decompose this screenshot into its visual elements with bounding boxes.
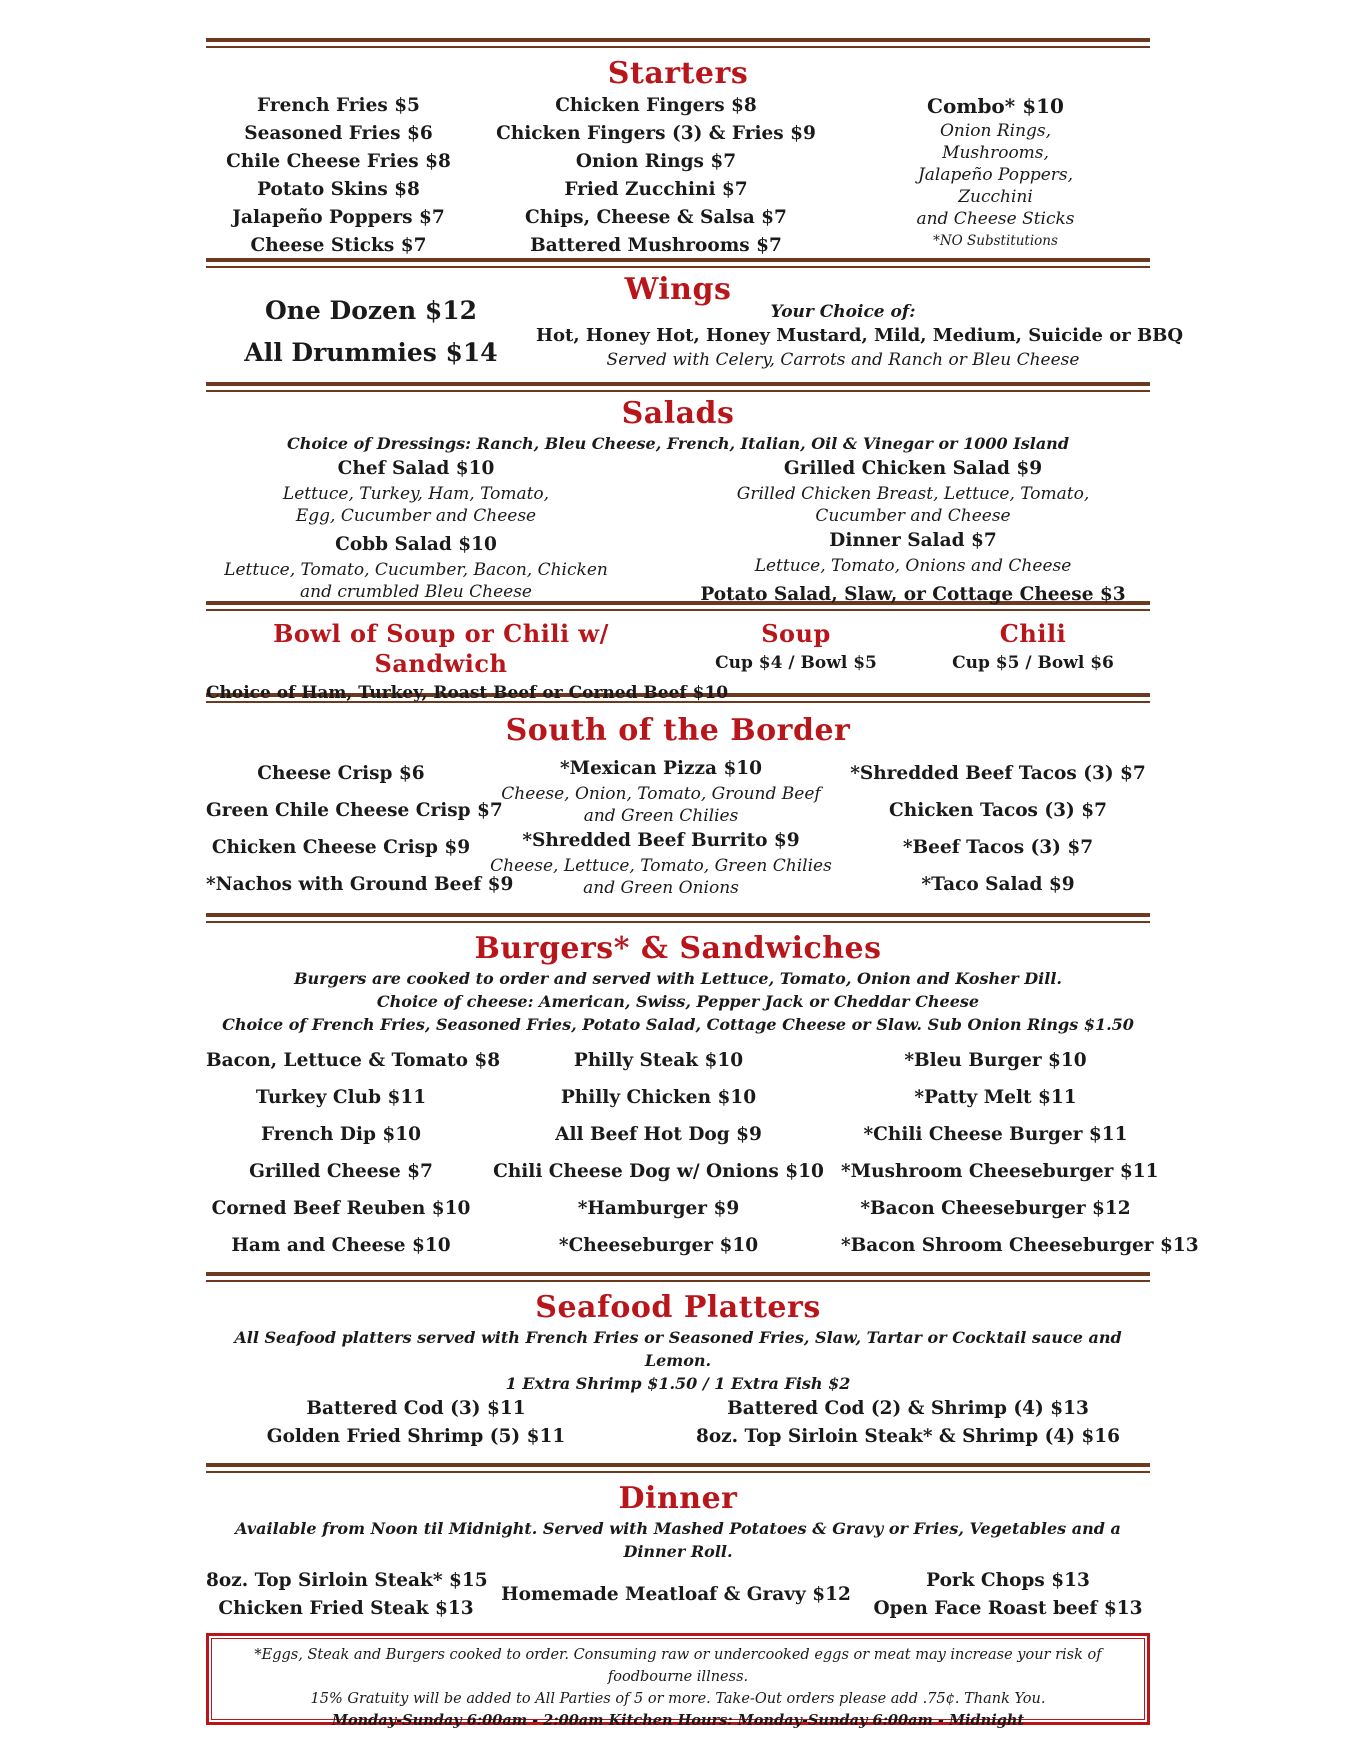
item-description: Cheese, Onion, Tomato, Ground Beef [501, 784, 821, 804]
dinner-middle [486, 1567, 866, 1627]
starters-combo [841, 92, 1150, 252]
menu-item: Chicken Cheese Crisp $9 [211, 837, 471, 858]
salads-col-2 [626, 455, 1150, 605]
menu-item: Pork Chops $13 [926, 1570, 1090, 1591]
item-description: Lettuce, Tomato, Onions and Cheese [754, 556, 1072, 576]
chili-title: Chili [999, 619, 1067, 648]
combo-item: and Cheese Sticks [916, 209, 1075, 229]
menu-item: Chili Cheese Dog w/ Onions $10 [493, 1161, 824, 1182]
item-description: Lettuce, Tomato, Cucumber, Bacon, Chicken [224, 560, 608, 580]
menu-item: Cheese Crisp $6 [257, 763, 425, 784]
menu-item: Grilled Chicken Salad $9 [783, 458, 1043, 479]
border-title: South of the Border [505, 713, 851, 748]
menu-item: Dinner Salad $7 [829, 530, 997, 551]
combo-item: Zucchini [958, 187, 1033, 207]
footer-notice [206, 1633, 1150, 1729]
menu-item: Seasoned Fries $6 [244, 123, 433, 144]
menu-item: Open Face Roast beef $13 [873, 1598, 1143, 1619]
soup-sandwich [206, 619, 729, 703]
item-description: Grilled Chicken Breast, Lettuce, Tomato, [736, 484, 1090, 504]
burgers-col-2 [476, 1042, 841, 1268]
menu-item: *Mexican Pizza $10 [559, 758, 763, 779]
menu-item: *Mushroom Cheeseburger $11 [841, 1161, 1159, 1182]
menu-item: *Beef Tacos (3) $7 [902, 837, 1094, 858]
menu-item: *Shredded Beef Burrito $9 [522, 830, 800, 851]
menu-item: French Fries $5 [257, 95, 420, 116]
wings-choice-label: Your Choice of: [770, 302, 916, 322]
menu-item: Chips, Cheese & Salsa $7 [525, 207, 787, 228]
menu-page [206, 38, 1199, 1627]
menu-item: *Bacon Cheeseburger $12 [860, 1198, 1131, 1219]
dinner-left [206, 1567, 486, 1627]
menu-item: All Drummies $14 [244, 338, 498, 367]
divider [206, 913, 1150, 923]
dinner-section [206, 1567, 1150, 1627]
starters-col-1 [206, 92, 471, 256]
menu-item: Potato Skins $8 [257, 179, 420, 200]
menu-item: Chile Cheese Fries $8 [226, 151, 451, 172]
menu-item: *Nachos with Ground Beef $9 [206, 874, 514, 895]
item-description: Cheese, Lettuce, Tomato, Green Chilies [490, 856, 832, 876]
divider [206, 1272, 1150, 1282]
menu-item: Turkey Club $11 [255, 1087, 427, 1108]
menu-item: French Dip $10 [261, 1124, 421, 1145]
border-section [206, 755, 1150, 905]
dinner-title: Dinner [618, 1481, 738, 1516]
menu-item: Chicken Fingers (3) & Fries $9 [496, 123, 816, 144]
menu-item: Battered Cod (3) $11 [306, 1398, 526, 1419]
menu-item: *Cheeseburger $10 [558, 1235, 759, 1256]
wings-served: Served with Celery, Carrots and Ranch or Bleu Cheese [606, 350, 1080, 370]
border-col-2 [476, 755, 846, 905]
menu-item: Cup $4 / Bowl $5 [715, 653, 877, 673]
item-description: Lettuce, Turkey, Ham, Tomato, [282, 484, 550, 504]
combo-item: Onion Rings, [939, 121, 1052, 141]
burgers-col-3 [841, 1042, 1199, 1268]
burgers-section [206, 1042, 1199, 1268]
seafood-title: Seafood Platters [535, 1290, 821, 1325]
salads-dressings: Choice of Dressings: Ranch, Bleu Cheese, French, Italian, Oil & Vinegar or 1000 Island [287, 434, 1069, 453]
menu-item: Golden Fried Shrimp (5) $11 [266, 1426, 566, 1447]
item-description: and Green Chilies [583, 806, 739, 826]
wings-title: Wings [624, 272, 732, 307]
starters-col-2 [471, 92, 841, 256]
menu-item: One Dozen $12 [264, 296, 478, 325]
menu-item: Jalapeño Poppers $7 [232, 207, 445, 228]
burgers-col-1 [206, 1042, 501, 1268]
footer-line: *Eggs, Steak and Burgers cooked to order. Consuming raw or undercooked eggs or meat may increase your risk of foodbourne illness. [254, 1647, 1102, 1685]
wings-section [206, 296, 1184, 380]
item-description: and crumbled Bleu Cheese [300, 582, 532, 602]
menu-item: Potato Salad, Slaw, or Cottage Cheese $3 [700, 584, 1126, 605]
menu-item: *Shredded Beef Tacos (3) $7 [850, 763, 1146, 784]
seafood-right [626, 1395, 1150, 1455]
burgers-title: Burgers* & Sandwiches [474, 931, 882, 966]
menu-item: *Bacon Shroom Cheeseburger $13 [841, 1235, 1199, 1256]
menu-item: Homemade Meatloaf & Gravy $12 [501, 1584, 851, 1605]
menu-item: All Beef Hot Dog $9 [555, 1124, 762, 1145]
menu-item: Cobb Salad $10 [335, 534, 497, 555]
menu-item: Fried Zucchini $7 [564, 179, 748, 200]
item-description: Egg, Cucumber and Cheese [295, 506, 537, 526]
menu-item: Green Chile Cheese Crisp $7 [206, 800, 503, 821]
starters-title: Starters [607, 56, 749, 91]
footer-hours: Monday-Sunday 6:00am - 2:00am Kitchen Hours: Monday-Sunday 6:00am - Midnight [331, 1712, 1025, 1729]
divider [206, 38, 1150, 48]
menu-item: *Hamburger $9 [577, 1198, 740, 1219]
menu-item: *Chili Cheese Burger $11 [863, 1124, 1128, 1145]
border-col-3 [846, 755, 1150, 905]
combo-item: Jalapeño Poppers, [917, 165, 1074, 185]
menu-item: *Patty Melt $11 [914, 1087, 1077, 1108]
seafood-section [206, 1395, 1150, 1455]
menu-item: Battered Mushrooms $7 [530, 235, 782, 256]
seafood-note: 1 Extra Shrimp $1.50 / 1 Extra Fish $2 [505, 1374, 851, 1393]
wings-flavors: Hot, Honey Hot, Honey Mustard, Mild, Medium, Suicide or BBQ [536, 325, 1184, 346]
divider [206, 1463, 1150, 1473]
menu-item: Cup $5 / Bowl $6 [952, 653, 1114, 673]
menu-item: Cheese Sticks $7 [250, 235, 427, 256]
menu-item: Philly Chicken $10 [560, 1087, 757, 1108]
salads-title: Salads [621, 396, 735, 431]
wings-sizes [206, 290, 536, 380]
menu-item: *Taco Salad $9 [921, 874, 1075, 895]
divider [206, 382, 1150, 392]
menu-item: Battered Cod (2) & Shrimp (4) $13 [727, 1398, 1089, 1419]
menu-item: Chef Salad $10 [337, 458, 495, 479]
combo-title: Combo* $10 [927, 94, 1064, 118]
menu-item: Corned Beef Reuben $10 [211, 1198, 471, 1219]
soup-title: Soup [761, 619, 831, 648]
chili-only [916, 619, 1150, 693]
menu-item: Bacon, Lettuce & Tomato $8 [206, 1050, 501, 1071]
menu-item: Chicken Fingers $8 [555, 95, 757, 116]
footer-inner [211, 1638, 1145, 1729]
starters-section [206, 92, 1150, 256]
item-description: and Green Onions [583, 878, 739, 898]
menu-item: 8oz. Top Sirloin Steak* $15 [206, 1570, 488, 1591]
seafood-note: All Seafood platters served with French Fries or Seasoned Fries, Slaw, Tartar or Cocktail sauce and Lemon. [234, 1328, 1122, 1370]
burgers-note: Choice of cheese: American, Swiss, Pepper Jack or Cheddar Cheese [376, 992, 980, 1011]
menu-item: *Bleu Burger $10 [904, 1050, 1087, 1071]
border-col-1 [206, 755, 514, 905]
dinner-right [866, 1567, 1150, 1627]
burgers-note: Choice of French Fries, Seasoned Fries, Potato Salad, Cottage Cheese or Slaw. Sub Onion Rings $1.50 [222, 1015, 1134, 1034]
salads-col-1 [206, 455, 626, 602]
soup-section [206, 619, 1150, 703]
menu-item: Ham and Cheese $10 [231, 1235, 451, 1256]
wings-details [536, 300, 1184, 380]
menu-item: Grilled Cheese $7 [249, 1161, 433, 1182]
menu-item: Chicken Fried Steak $13 [218, 1598, 474, 1619]
seafood-left [206, 1395, 626, 1455]
footer-line: 15% Gratuity will be added to All Parties of 5 or more. Take-Out orders please add .75¢. Thank You. [310, 1691, 1046, 1707]
dinner-note: Available from Noon til Midnight. Served with Mashed Potatoes & Gravy or Fries, Vegetables and a Dinner Roll. [235, 1519, 1121, 1561]
menu-item: Onion Rings $7 [575, 151, 737, 172]
salads-section [206, 455, 1150, 605]
soup-only [676, 619, 916, 693]
menu-item: Philly Steak $10 [573, 1050, 744, 1071]
menu-item: Chicken Tacos (3) $7 [889, 800, 1107, 821]
menu-item: Choice of Ham, Turkey, Roast Beef or Corned Beef $10 [206, 683, 729, 703]
menu-item: 8oz. Top Sirloin Steak* & Shrimp (4) $16 [695, 1426, 1121, 1447]
combo-item: Mushrooms, [942, 143, 1049, 163]
item-description: Cucumber and Cheese [815, 506, 1011, 526]
combo-note: *NO Substitutions [933, 233, 1058, 249]
bowl-title: Bowl of Soup or Chili w/ Sandwich [273, 619, 609, 678]
burgers-note: Burgers are cooked to order and served with Lettuce, Tomato, Onion and Kosher Dill. [294, 969, 1062, 988]
